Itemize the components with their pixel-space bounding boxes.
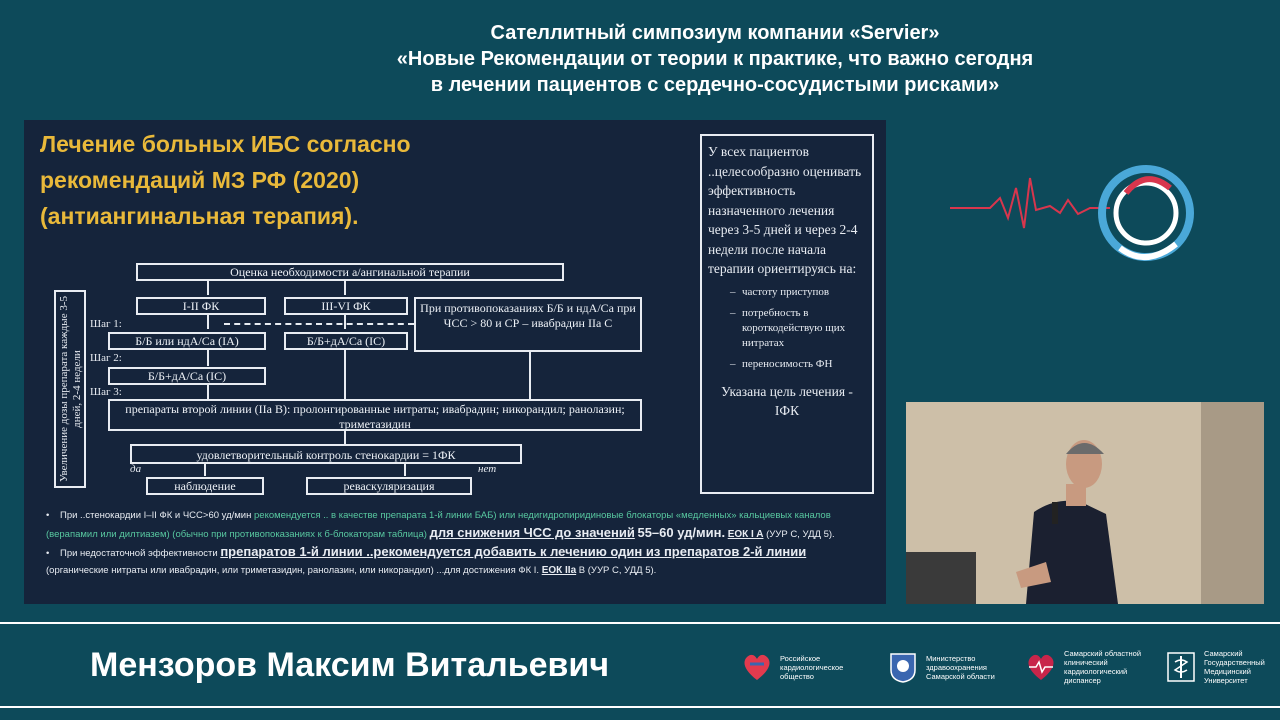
note-2-c: (органические нитраты или ивабрадин, или триметазидин, ранолазин, или никорандил) ...для достижения ФК I. [46,565,540,576]
flow-bb-plus-box: Б/Б+дА/Са (IC) [108,367,266,385]
note-2-a: При недостаточной эффективности [60,548,218,559]
note-2: • При недостаточной эффективности препаратов 1-й линии ..рекомендуется добавить к лечению один из препаратов 2-й линии (органические нитраты или ивабрадин, или триметазидин, ранолазин, или никорандил) ...для достижения ФК I. ЕОК IIa В (УУР C, УДД 5). [46,544,807,576]
university-icon [1164,650,1198,684]
flow-bb-plus-box-right: Б/Б+дА/Са (IC) [284,332,408,350]
slide-title-line-2: рекомендаций МЗ РФ (2020) [40,167,360,193]
dashed-connector [224,323,414,325]
connector [344,431,346,444]
speaker-video-frame [906,402,1264,604]
flow-observation-box: наблюдение [146,477,264,495]
speaker-video [906,402,1264,604]
note-1-f: (УУР C, УДД 5). [766,529,835,540]
slide-title-line-3: (антиангинальная терапия). [40,203,359,229]
logo-university-text: Самарский Государственный Медицинский Университет [1204,649,1265,685]
presentation-slide [24,120,886,604]
speaker-bar [0,622,1280,708]
dose-increase-text: Увеличение дозы препарата каждые 3-5 дней, 2-4 недели [58,296,83,482]
connector [404,464,406,476]
connector [344,350,346,399]
step-2-label: Шаг 2: [90,352,122,364]
flow-fc12-box: I-II ФК [136,297,266,315]
coat-of-arms-icon [886,650,920,684]
dose-increase-box [54,290,86,488]
logo-minzdrav-text: Министерство здравоохранения Самарской области [926,653,995,681]
list-item: – частоту приступов [742,285,866,300]
note-1: • При ..стенокардии I–II ФК и ЧСС>60 уд/мин рекомендуется .. в качестве препарата 1-й линии БАБ) или недигидропиридиновые блокаторы «медленных» кальциевых каналов (верапамил или дилтиазем) (обычно при противопоказаниях к б-блокаторам таблица) для снижения ЧСС до значений 55–60 уд/мин. ЕОК I A (УУР C, УДД 5). [46,510,835,540]
header-line-1: Сателлитный симпозиум компании «Servier» [490,22,940,44]
yes-label: да [130,463,142,475]
note-1-d: 55–60 уд/мин. [637,525,726,540]
flow-top-box: Оценка необходимости а/ангинальной терапии [136,263,564,281]
connector [207,281,209,295]
connector [344,281,346,295]
note-2-d: ЕОК IIa [541,565,577,576]
note-1-c: для снижения ЧСС до значений [429,525,635,540]
evaluation-list [708,285,866,372]
conference-logo-icon [950,158,1200,273]
note-1-e: ЕОК I A [727,529,764,540]
note-1-b: рекомендуется .. в качестве препарата 1-й линии БАБ) или недигидропиридиновые блокаторы «медленных» кальциевых каналов (верапамил или дилтиазем) (обычно при противопоказаниях к б-блокаторам таблица) [46,510,831,540]
heart-logo-icon [740,650,774,684]
flow-second-line-box: препараты второй линии (IIa B): пролонгированные нитраты; ивабрадин; никорандил; ранолазин; триметазидин [108,399,642,431]
note-2-e: В (УУР C, УДД 5). [578,565,657,576]
step-1-label: Шаг 1: [90,318,122,330]
no-label: нет [478,463,497,475]
logo-dispanser-text: Самарский областной клинический кардиологический диспансер [1064,649,1142,685]
flow-revasc-box: реваскуляризация [306,477,472,495]
logo-rko [740,650,860,684]
slide-title [40,126,680,234]
flow-fc36-box: III-VI ФК [284,297,408,315]
logo-rko-text: Российское кардиологическое общество [780,653,844,681]
connector [207,315,209,329]
connector [207,350,209,366]
list-item: – потребность в короткодействую щих нитратах [742,306,866,351]
connector [529,352,531,399]
symposium-header [230,20,1200,98]
step-3-label: Шаг 3: [90,386,122,398]
header-line-3: в лечении пациентов с сердечно-сосудистыми рисками» [430,74,1000,96]
slide-title-line-1: Лечение больных ИБС согласно [40,131,411,157]
connector [344,315,346,329]
evaluation-intro: У всех пациентов ..целесообразно оценивать эффективность назначенного лечения через 3-5 дней и через 2-4 недели после начала терапии ориентируясь на: [708,144,862,276]
flow-control-box: удовлетворительный контроль стенокардии = 1ФК [130,444,522,464]
flow-contra-box: При противопоказаниях Б/Б и ндА/Са при ЧСС > 80 и СР – ивабрадин IIa C [414,297,642,352]
heart-red-icon [1024,650,1058,684]
treatment-goal: Указана цель лечения - IФК [721,383,853,418]
evaluation-box [700,134,874,494]
flow-bb-or-box: Б/Б или ндА/Са (IA) [108,332,266,350]
logo-dispanser [1024,650,1144,684]
list-item: – переносимость ФН [742,357,866,372]
logo-university [1164,650,1280,684]
speaker-name: Мензоров Максим Витальевич [90,646,610,684]
note-2-b: препаратов 1-й линии ..рекомендуется добавить к лечению один из препаратов 2-й линии [220,544,807,559]
note-1-a: При ..стенокардии I–II ФК и ЧСС>60 уд/мин [60,510,252,521]
logo-minzdrav [886,650,1006,684]
header-line-2: «Новые Рекомендации от теории к практике, что важно сегодня [396,48,1034,70]
connector [204,464,206,476]
connector [207,385,209,399]
slide-notes [46,507,866,579]
